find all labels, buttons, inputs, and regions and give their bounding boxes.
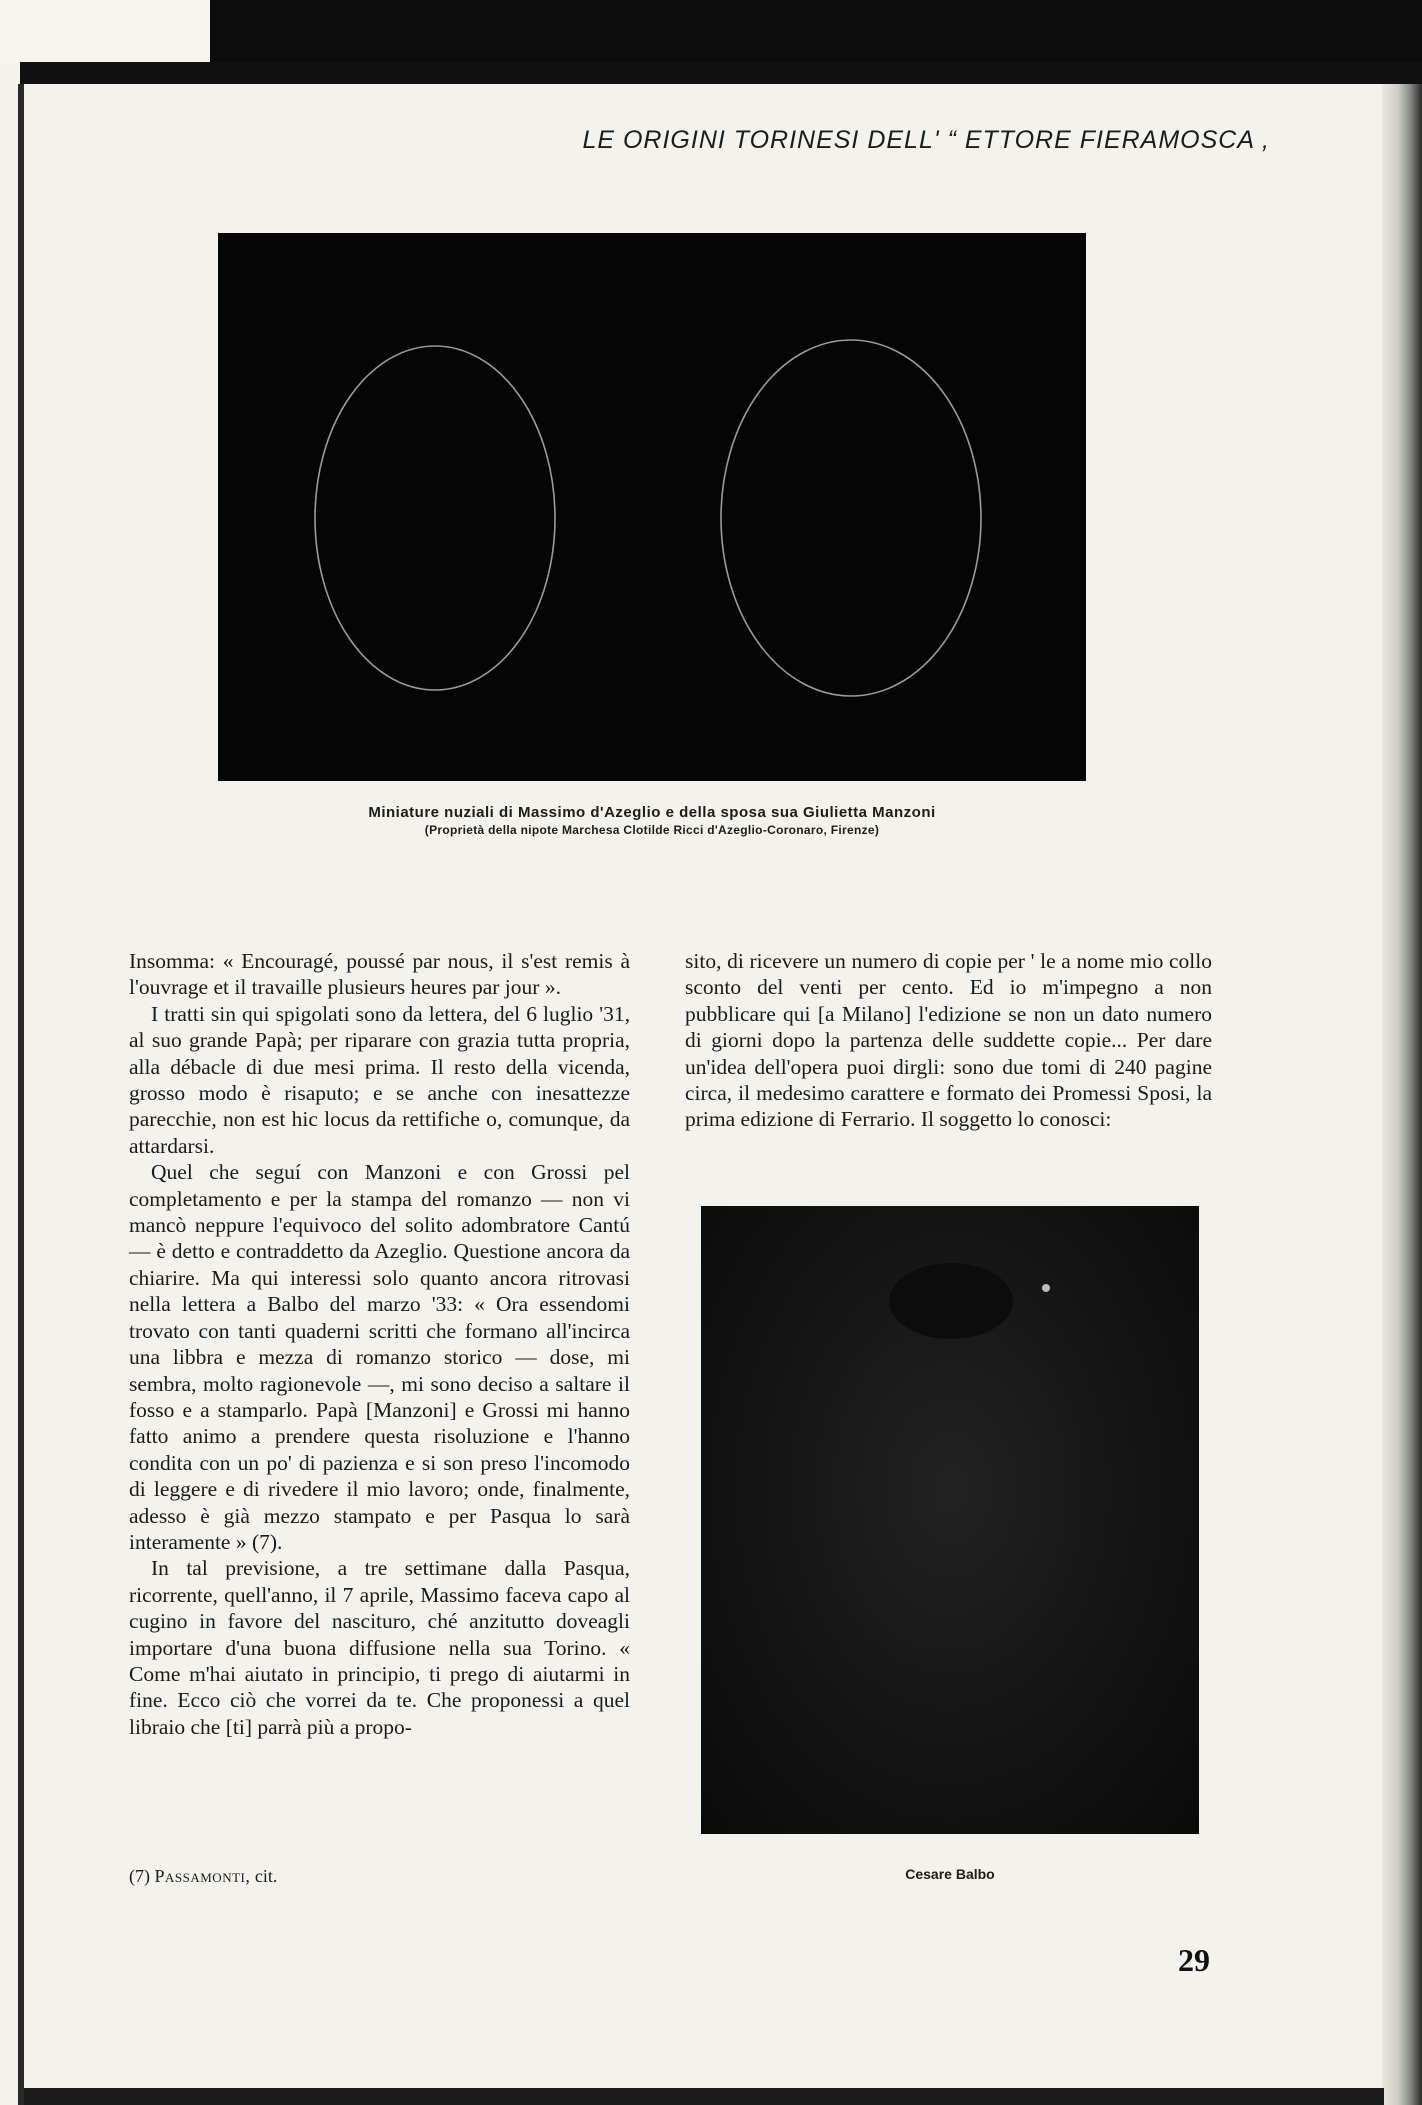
portrait-photo-balbo <box>701 1206 1199 1834</box>
scan-edge-top-block <box>210 0 1422 70</box>
paragraph: I tratti sin qui spigolati sono da lettera, del 6 luglio '31, al suo grande Papà; per riparare con grazia tutta propria, alla débacle di due mesi prima. Il resto della vicenda, grosso modo è risaputo; e se anche con inesattezze parecchie, non est hic locus da rettifiche o, comunque, da attardarsi. <box>129 1001 630 1158</box>
scan-edge-top-bar <box>20 62 1422 84</box>
footnote-author: Passamonti, <box>154 1866 251 1886</box>
caption-miniatures-line2: (Proprietà della nipote Marchesa Clotilde Ricci d'Azeglio-Coronaro, Firenze) <box>424 823 880 837</box>
oval-frame-right <box>721 340 981 696</box>
miniatures-photo <box>218 233 1086 781</box>
footnote-rest: cit. <box>254 1866 278 1886</box>
text-column-left <box>129 948 630 1740</box>
caption-portrait: Cesare Balbo <box>905 1866 995 1882</box>
scan-edge-left <box>18 84 24 2105</box>
scan-edge-right <box>1382 84 1422 2105</box>
page-number: 29 <box>1178 1942 1210 1978</box>
scan-edge-bottom <box>24 2088 1384 2105</box>
paragraph: In tal previsione, a tre settimane dalla Pasqua, ricorrente, quell'anno, il 7 aprile, Massimo faceva capo al cugino in favore del nascituro, ché anzitutto doveagli importare d'una buona diffusione nella sua Torino. « Come m'hai aiutato in principio, ti prego di aiutarmi in fine. Ecco ciò che vorrei da te. Che proponessi a quel libraio che [ti] parrà più a propo- <box>129 1556 630 1739</box>
footnote <box>129 1866 529 1887</box>
oval-frame-left <box>315 346 555 690</box>
footnote-number: (7) <box>129 1866 150 1886</box>
portrait-silhouette <box>701 1206 1199 1834</box>
paragraph: Quel che seguí con Manzoni e con Grossi pel completamento e per la stampa del romanzo — non vi mancò neppure l'equivoco del solito adombratore Cantú — è detto e contraddetto da Azeglio. Questione ancora da chiarire. Ma qui interessi solo quanto ancora ritrovasi nella lettera a Balbo del marzo '33: « Ora essendomi trovato con tanti quaderni scritti che formano all'incirca una libbra e mezza di romanzo storico — dose, mi sembra, molto ragionevole —, mi sono deciso a saltare il fosso e a stamparlo. Papà [Manzoni] e Grossi mi hanno fatto animo a prendere questa risoluzione e l'hanno condita con un po' di pazienza e si son preso l'incomodo di leggere e di rivedere il mio lavoro; onde, finalmente, adesso è già mezzo stampato e per Pasqua lo sarà interamente » (7). <box>129 1160 630 1554</box>
text-column-right <box>685 948 1212 1133</box>
highlight-spot <box>1042 1284 1050 1292</box>
scan-edge-top <box>0 0 1422 65</box>
caption-miniatures-line1: Miniature nuziali di Massimo d'Azeglio e della sposa sua Giulietta Manzoni <box>368 804 936 821</box>
paragraph: Insomma: « Encouragé, poussé par nous, il s'est remis à l'ouvrage et il travaille plusieurs heures par jour ». <box>129 949 630 1000</box>
oval-frames-graphic <box>218 233 1086 781</box>
head-shape <box>889 1263 1013 1339</box>
running-header: LE ORIGINI TORINESI DELL' “ ETTORE FIERAMOSCA , <box>582 126 1270 154</box>
paragraph: sito, di ricevere un numero di copie per ' le a nome mio collo sconto del venti per cento. Ed io m'impegno a non pubblicare qui [a Milano] l'edizione se non un dato numero di giorni dopo la partenza delle suddette copie... Per dare un'idea dell'opera puoi dirgli: sono due tomi di 240 pagine circa, il medesimo carattere e formato dei Promessi Sposi, la prima edizione di Ferrario. Il soggetto lo conosci: <box>685 949 1212 1132</box>
caption-miniatures <box>218 804 1086 837</box>
